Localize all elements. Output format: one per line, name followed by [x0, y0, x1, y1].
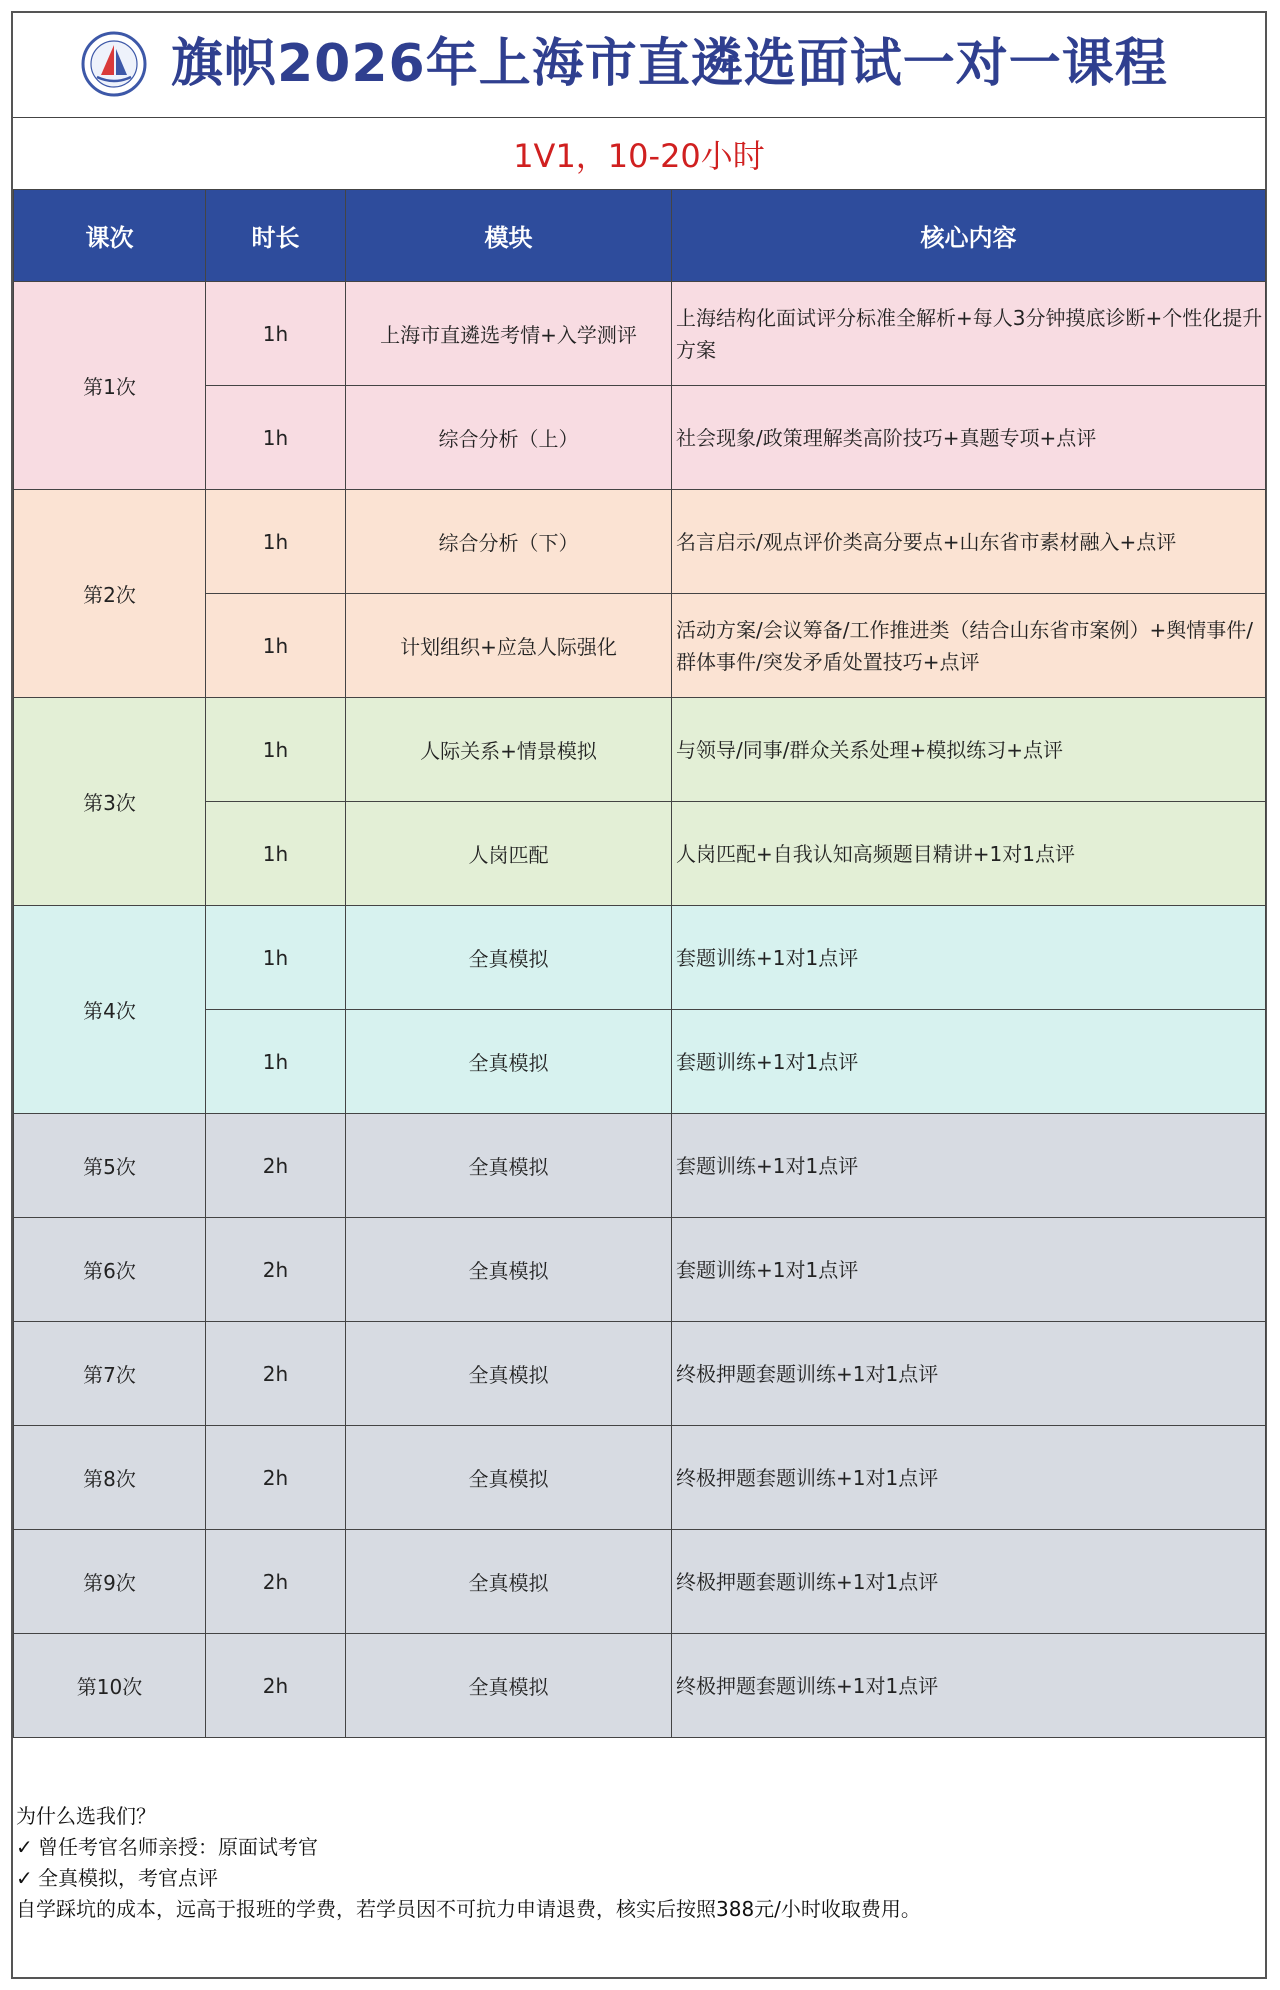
- session-label: 第6次: [14, 1218, 206, 1322]
- module-cell: 全真模拟: [346, 1218, 672, 1322]
- table-row: [14, 1634, 1266, 1738]
- course-sheet: [11, 11, 1267, 1979]
- feature-text: 曾任考官名师亲授：原面试考官: [38, 1835, 318, 1859]
- refund-policy: 自学踩坑的成本，远高于报班的学费，若学员因不可抗力申请退费，核实后按照388元/小时收取费用。: [16, 1897, 921, 1921]
- duration-cell: 1h: [206, 386, 346, 490]
- duration-cell: 1h: [206, 1010, 346, 1114]
- module-cell: 全真模拟: [346, 1322, 672, 1426]
- table-row: [14, 1218, 1266, 1322]
- duration-cell: 2h: [206, 1530, 346, 1634]
- content-cell: 名言启示/观点评价类高分要点+山东省市素材融入+点评: [672, 490, 1266, 594]
- duration-cell: 1h: [206, 282, 346, 386]
- table-row: [14, 1114, 1266, 1218]
- session-label: 第3次: [14, 698, 206, 906]
- session-label: 第7次: [14, 1322, 206, 1426]
- session-label: 第10次: [14, 1634, 206, 1738]
- duration-cell: 2h: [206, 1634, 346, 1738]
- content-cell: 活动方案/会议筹备/工作推进类（结合山东省市案例）+舆情事件/群体事件/突发矛盾处置技巧+点评: [672, 594, 1266, 698]
- table-row: [14, 490, 1266, 594]
- module-cell: 人际关系+情景模拟: [346, 698, 672, 802]
- column-header-content: 核心内容: [672, 190, 1266, 282]
- checkmark-icon: ✓: [16, 1866, 33, 1890]
- module-cell: 全真模拟: [346, 1426, 672, 1530]
- module-cell: 全真模拟: [346, 1114, 672, 1218]
- content-cell: 终极押题套题训练+1对1点评: [672, 1322, 1266, 1426]
- column-header-duration: 时长: [206, 190, 346, 282]
- module-cell: 综合分析（下）: [346, 490, 672, 594]
- module-cell: 全真模拟: [346, 1530, 672, 1634]
- table-row: [14, 906, 1266, 1010]
- module-cell: 人岗匹配: [346, 802, 672, 906]
- why-choose-us-heading: 为什么选我们？: [16, 1804, 156, 1828]
- course-table: [13, 189, 1266, 1738]
- duration-cell: 2h: [206, 1426, 346, 1530]
- session-label: 第1次: [14, 282, 206, 490]
- content-cell: 终极押题套题训练+1对1点评: [672, 1426, 1266, 1530]
- feature-item: [16, 1832, 1256, 1863]
- duration-cell: 2h: [206, 1114, 346, 1218]
- feature-item: [16, 1863, 1256, 1894]
- session-label: 第4次: [14, 906, 206, 1114]
- duration-cell: 1h: [206, 490, 346, 594]
- duration-cell: 1h: [206, 594, 346, 698]
- table-row: [14, 1530, 1266, 1634]
- module-cell: 上海市直遴选考情+入学测评: [346, 282, 672, 386]
- column-header-session: 课次: [14, 190, 206, 282]
- module-cell: 计划组织+应急人际强化: [346, 594, 672, 698]
- duration-cell: 2h: [206, 1218, 346, 1322]
- content-cell: 与领导/同事/群众关系处理+模拟练习+点评: [672, 698, 1266, 802]
- session-label: 第9次: [14, 1530, 206, 1634]
- content-cell: 终极押题套题训练+1对1点评: [672, 1634, 1266, 1738]
- session-label: 第2次: [14, 490, 206, 698]
- content-cell: 套题训练+1对1点评: [672, 1010, 1266, 1114]
- content-cell: 人岗匹配+自我认知高频题目精讲+1对1点评: [672, 802, 1266, 906]
- content-cell: 套题训练+1对1点评: [672, 906, 1266, 1010]
- table-row: [14, 698, 1266, 802]
- module-cell: 全真模拟: [346, 1010, 672, 1114]
- subtitle-bar: [13, 118, 1265, 189]
- duration-cell: 2h: [206, 1322, 346, 1426]
- feature-text: 全真模拟，考官点评: [38, 1866, 218, 1890]
- duration-cell: 1h: [206, 906, 346, 1010]
- content-cell: 套题训练+1对1点评: [672, 1218, 1266, 1322]
- session-label: 第8次: [14, 1426, 206, 1530]
- duration-cell: 1h: [206, 802, 346, 906]
- table-header-row: [14, 190, 1266, 282]
- content-cell: 上海结构化面试评分标准全解析+每人3分钟摸底诊断+个性化提升方案: [672, 282, 1266, 386]
- course-format-subtitle: 1V1，10-20小时: [513, 136, 765, 175]
- checkmark-icon: ✓: [16, 1835, 33, 1859]
- table-row: [14, 1322, 1266, 1426]
- module-cell: 全真模拟: [346, 1634, 672, 1738]
- table-row: [14, 282, 1266, 386]
- why-choose-us-section: [16, 1801, 1256, 1925]
- school-logo: [81, 31, 147, 97]
- module-cell: 全真模拟: [346, 906, 672, 1010]
- page-title: 旗帜2026年上海市直遴选面试一对一课程: [171, 34, 1168, 94]
- duration-cell: 1h: [206, 698, 346, 802]
- title-bar: [13, 13, 1265, 118]
- module-cell: 综合分析（上）: [346, 386, 672, 490]
- content-cell: 终极押题套题训练+1对1点评: [672, 1530, 1266, 1634]
- column-header-module: 模块: [346, 190, 672, 282]
- session-label: 第5次: [14, 1114, 206, 1218]
- content-cell: 社会现象/政策理解类高阶技巧+真题专项+点评: [672, 386, 1266, 490]
- table-row: [14, 1426, 1266, 1530]
- content-cell: 套题训练+1对1点评: [672, 1114, 1266, 1218]
